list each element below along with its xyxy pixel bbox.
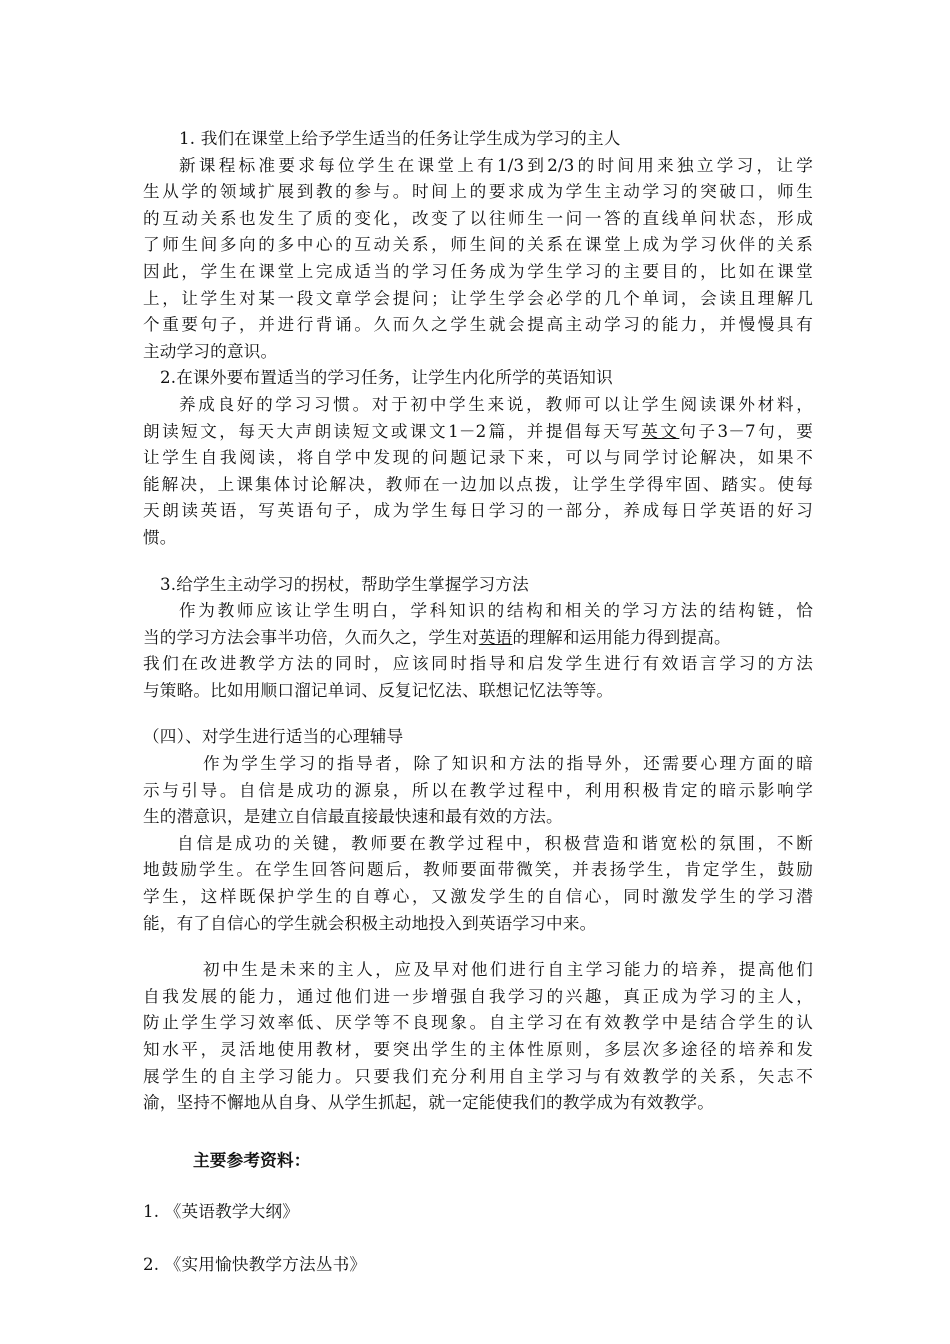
reference-item: 1. 《英语教学大纲》 — [143, 1202, 300, 1222]
conclusion-line: 展学生的自主学习能力。只要我们充分利用自主学习与有效教学的关系，矢志不 — [143, 1066, 813, 1086]
section3-line: 与策略。比如用顺口溜记单词、反复记忆法、联想记忆法等等。 — [143, 680, 614, 700]
section4-line: 示与引导。自信是成功的源泉，所以在教学过程中，利用积极肯定的暗示影响学 — [143, 780, 813, 800]
section3-heading: 3.给学生主动学习的拐杖，帮助学生掌握学习方法 — [160, 574, 529, 594]
conclusion-line: 渝，坚持不懈地从自身、从学生抓起，就一定能使我们的教学成为有效教学。 — [143, 1093, 714, 1113]
section2-line: 养成良好的学习习惯。对于初中学生来说，教师可以让学生阅读课外材料， — [179, 394, 813, 414]
text-run: 当的学习方法会事半功倍，久而久之，学生对 — [143, 627, 479, 647]
spacer — [143, 937, 813, 957]
section2-line: 能解决，上课集体讨论解决，教师在一边加以点拨，让学生学得牢固、踏实。使每 — [143, 474, 813, 494]
section1-line: 主动学习的意识。 — [143, 341, 278, 361]
text-run: 句子3－7句，要 — [679, 421, 814, 441]
section3-line: 我们在改进教学方法的同时，应该同时指导和启发学生进行有效语言学习的方法 — [143, 654, 813, 674]
section4-line: 自信是成功的关键，教师要在教学过程中，积极营造和谐宽松的氛围，不断 — [177, 833, 813, 853]
reference-item: 2. 《实用愉快教学方法丛书》 — [143, 1254, 367, 1274]
section1-line: 因此，学生在课堂上完成适当的学习任务成为学生学习的主要目的，比如在课堂 — [143, 261, 813, 281]
conclusion-line: 自我发展的能力，通过他们进一步增强自我学习的兴趣，真正成为学习的主人， — [143, 986, 813, 1006]
section2-line: 惯。 — [143, 527, 177, 547]
section4-line: 地鼓励学生。在学生回答问题后，教师要面带微笑，并表扬学生，肯定学生，鼓励 — [143, 860, 813, 880]
section2-line — [143, 419, 813, 446]
section2-line: 天朗读英语，写英语句子，成为学生每日学习的一部分，养成每日学英语的好习 — [143, 501, 813, 521]
section1-line: 上，让学生对某一段文章学会提问；让学生学会必学的几个单词，会读且理解几 — [143, 288, 813, 308]
section1-line: 的互动关系也发生了质的变化，改变了以往师生一问一答的直线单问状态，形成 — [143, 208, 813, 228]
conclusion-line: 知水平，灵活地使用教材，要突出学生的主体性原则，多层次多途径的培养和发 — [143, 1040, 813, 1059]
section4-heading: （四）、对学生进行适当的心理辅导 — [143, 727, 404, 747]
text-run: 朗读短文，每天大声朗读短文或课文1－2篇，并提倡每天写 — [143, 421, 642, 441]
section4-line: 能，有了自信心的学生就会积极主动地投入到英语学习中来。 — [143, 913, 597, 933]
section1-line: 生从学的领域扩展到教的参与。时间上的要求成为学生主动学习的突破口，师生 — [143, 182, 813, 202]
conclusion-line: 初中生是未来的主人，应及早对他们进行自主学习能力的培养，提高他们 — [203, 960, 813, 980]
section2-heading: 2.在课外要布置适当的学习任务，让学生内化所学的英语知识 — [160, 368, 613, 388]
section4-line: 学生，这样既保护学生的自尊心，又激发学生的自信心，同时激发学生的学习潜 — [143, 887, 813, 907]
text-run: 的理解和运用能力得到提高。 — [512, 627, 731, 647]
section3-line: 作为教师应该让学生明白，学科知识的结构和相关的学习方法的结构链，恰 — [179, 601, 813, 621]
references-heading: 主要参考资料： — [193, 1149, 311, 1170]
section1-line: 个重要句子，并进行背诵。久而久之学生就会提高主动学习的能力，并慢慢具有 — [143, 315, 813, 335]
section3-line — [143, 625, 813, 652]
section1-line: 新课程标准要求每位学生在课堂上有1/3到2/3的时间用来独立学习，让学 — [179, 155, 813, 175]
document-page — [143, 126, 813, 1279]
spacer — [143, 552, 813, 572]
section4-line: 生的潜意识，是建立自信最直接最快速和最有效的方法。 — [143, 807, 563, 827]
section1-line: 了师生间多向的多中心的互动关系，师生间的关系在课堂上成为学习伙伴的关系 — [143, 235, 813, 255]
conclusion-line: 防止学生学习效率低、厌学等不良现象。自主学习在有效教学中是结合学生的认 — [143, 1013, 813, 1033]
section1-heading: 1. 我们在课堂上给予学生适当的任务让学生成为学习的主人 — [179, 129, 621, 148]
spacer — [143, 1117, 813, 1147]
spacer — [143, 704, 813, 724]
underlined-word: 英文 — [641, 421, 680, 441]
section2-line: 让学生自我阅读，将自学中发现的问题记录下来，可以与同学讨论解决，如果不 — [143, 448, 813, 468]
section4-line: 作为学生学习的指导者，除了知识和方法的指导外，还需要心理方面的暗 — [203, 754, 813, 774]
underlined-word: 英语 — [478, 627, 513, 647]
